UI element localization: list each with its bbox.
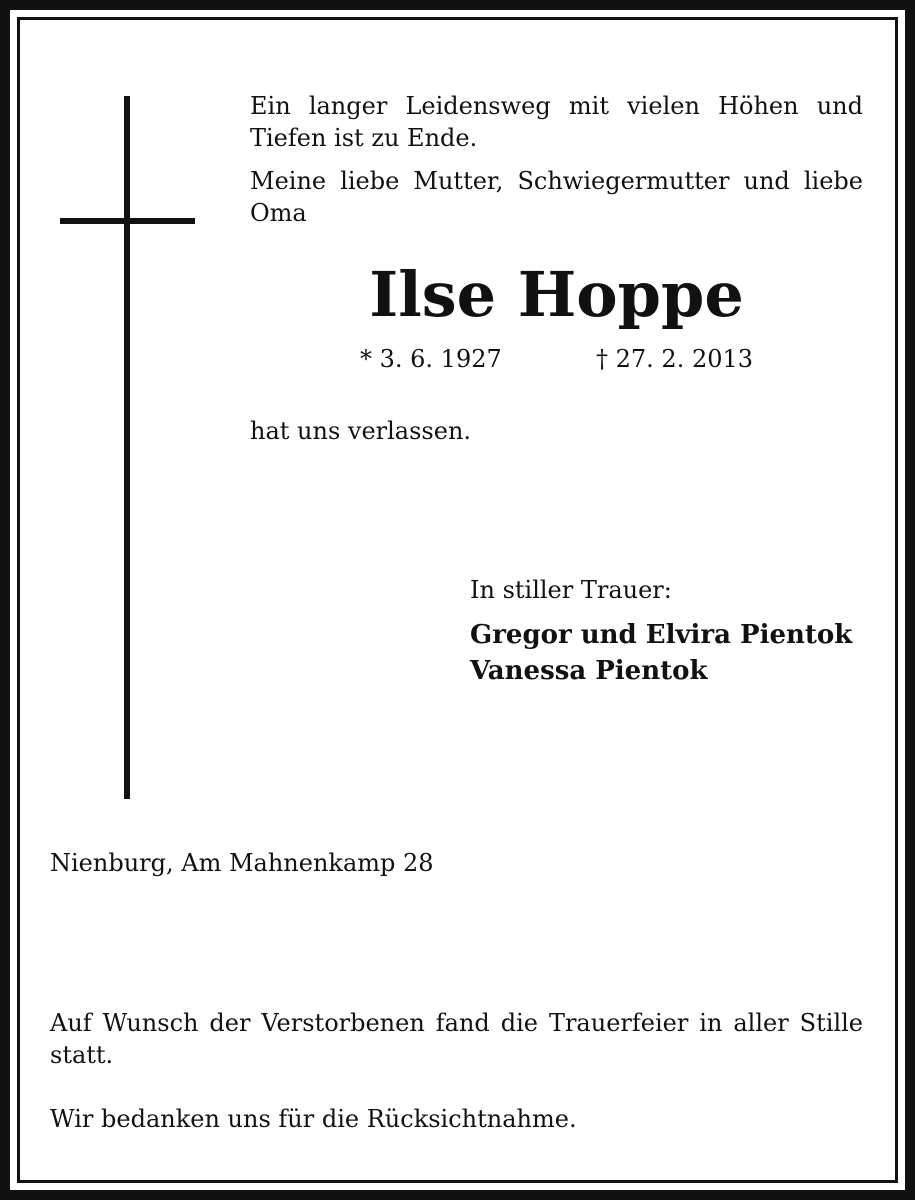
thanks-notice: Wir bedanken uns für die Rücksichtnahme. [50, 1105, 577, 1133]
notice-text [50, 1007, 863, 1167]
mourner-list [470, 617, 852, 689]
mourning-heading: In stiller Trauer: [470, 576, 672, 604]
ceremony-notice: Auf Wunsch der Verstorbenen fand die Trauerfeier in aller Stille statt. [50, 1009, 863, 1069]
cross-horizontal-beam [60, 218, 195, 224]
mourner-name: Vanessa Pientok [470, 656, 708, 686]
cross-vertical-beam [124, 96, 130, 799]
intro-text [250, 90, 863, 240]
intro-line-1: Ein langer Leidensweg mit vielen Höhen und Tiefen ist zu Ende. [250, 92, 863, 152]
death-date: † 27. 2. 2013 [596, 345, 754, 373]
intro-line-2: Meine liebe Mutter, Schwiegermutter und liebe Oma [250, 167, 863, 227]
mourner-name: Gregor und Elvira Pientok [470, 620, 853, 650]
birth-date: * 3. 6. 1927 [360, 345, 502, 373]
address: Nienburg, Am Mahnenkamp 28 [50, 849, 434, 877]
left-us-text: hat uns verlassen. [250, 417, 472, 445]
deceased-name: Ilse Hoppe [369, 258, 744, 331]
